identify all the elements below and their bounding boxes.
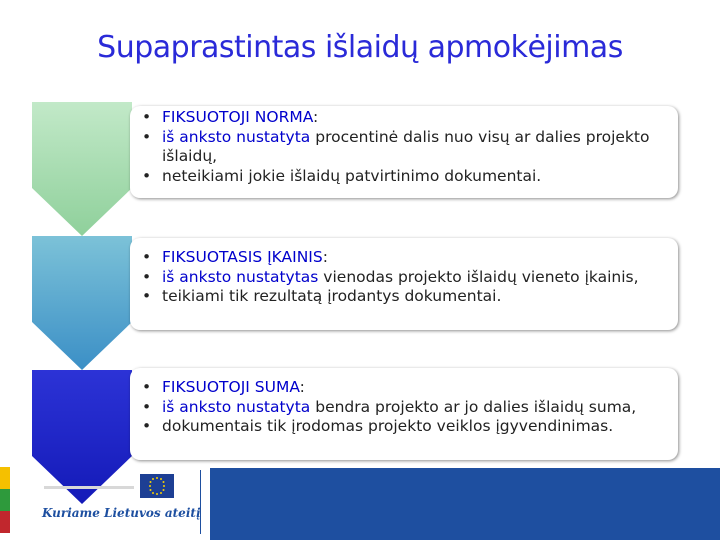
section-box-1: [130, 106, 678, 198]
section-2-text-1: :: [322, 248, 328, 266]
section-1-keyword-1: FIKSUOTOJI NORMA: [162, 108, 314, 126]
list-item: • FIKSUOTOJI SUMA:: [142, 378, 305, 396]
lithuanian-flag-stripe: [0, 467, 10, 533]
footer-divider: [200, 470, 201, 534]
eu-funding-logo: [36, 472, 201, 532]
section-box-2: [130, 238, 678, 330]
section-3-keyword-2: iš anksto nustatyta: [162, 397, 311, 416]
list-item: • iš anksto nustatyta procentinė dalis nuo visų ar dalies projekto išlaidų,: [142, 127, 650, 165]
logo-fine-print-placeholder: [44, 486, 134, 489]
slide-title: Supaprastintas išlaidų apmokėjimas: [97, 30, 623, 65]
section-2-text-3: teikiami tik rezultatą įrodantys dokumentai.: [162, 287, 502, 305]
section-3-text-1: :: [299, 378, 305, 396]
section-box-3: [130, 368, 678, 460]
list-item: • FIKSUOTASIS ĮKAINIS:: [142, 248, 328, 266]
footer-slogan: Kuriame Lietuvos ateitį: [42, 506, 201, 520]
list-item: • dokumentais tik įrodomas projekto veiklos įgyvendinimas.: [142, 417, 614, 435]
section-2-keyword-1: FIKSUOTASIS ĮKAINIS: [162, 248, 323, 266]
section-1-text-2: procentinė dalis nuo visų ar dalies projekto išlaidų,: [162, 127, 650, 165]
chevron-2: [32, 236, 132, 370]
section-3-text-3: dokumentais tik įrodomas projekto veiklos įgyvendinimas.: [162, 417, 614, 435]
section-2-text-2: vienodas projekto išlaidų vieneto įkainis,: [318, 267, 639, 286]
section-3-keyword-1: FIKSUOTOJI SUMA: [162, 378, 300, 396]
list-item: • iš anksto nustatyta bendra projekto ar jo dalies išlaidų suma,: [142, 397, 637, 416]
section-1-text-3: neteikiami jokie išlaidų patvirtinimo dokumentai.: [162, 166, 542, 185]
list-item: • iš anksto nustatytas vienodas projekto išlaidų vieneto įkainis,: [142, 267, 639, 286]
footer-bar: [210, 468, 720, 540]
chevron-1: [32, 102, 132, 236]
section-1-text-1: :: [313, 108, 319, 126]
section-3-text-2: bendra projekto ar jo dalies išlaidų suma,: [310, 397, 637, 416]
section-1-keyword-2: iš anksto nustatyta: [162, 127, 311, 146]
list-item: • neteikiami jokie išlaidų patvirtinimo dokumentai.: [142, 166, 542, 185]
list-item: • teikiami tik rezultatą įrodantys dokumentai.: [142, 287, 502, 305]
list-item: • FIKSUOTOJI NORMA:: [142, 108, 319, 126]
eu-flag-icon: [140, 474, 174, 498]
section-2-keyword-2: iš anksto nustatytas: [162, 267, 319, 286]
